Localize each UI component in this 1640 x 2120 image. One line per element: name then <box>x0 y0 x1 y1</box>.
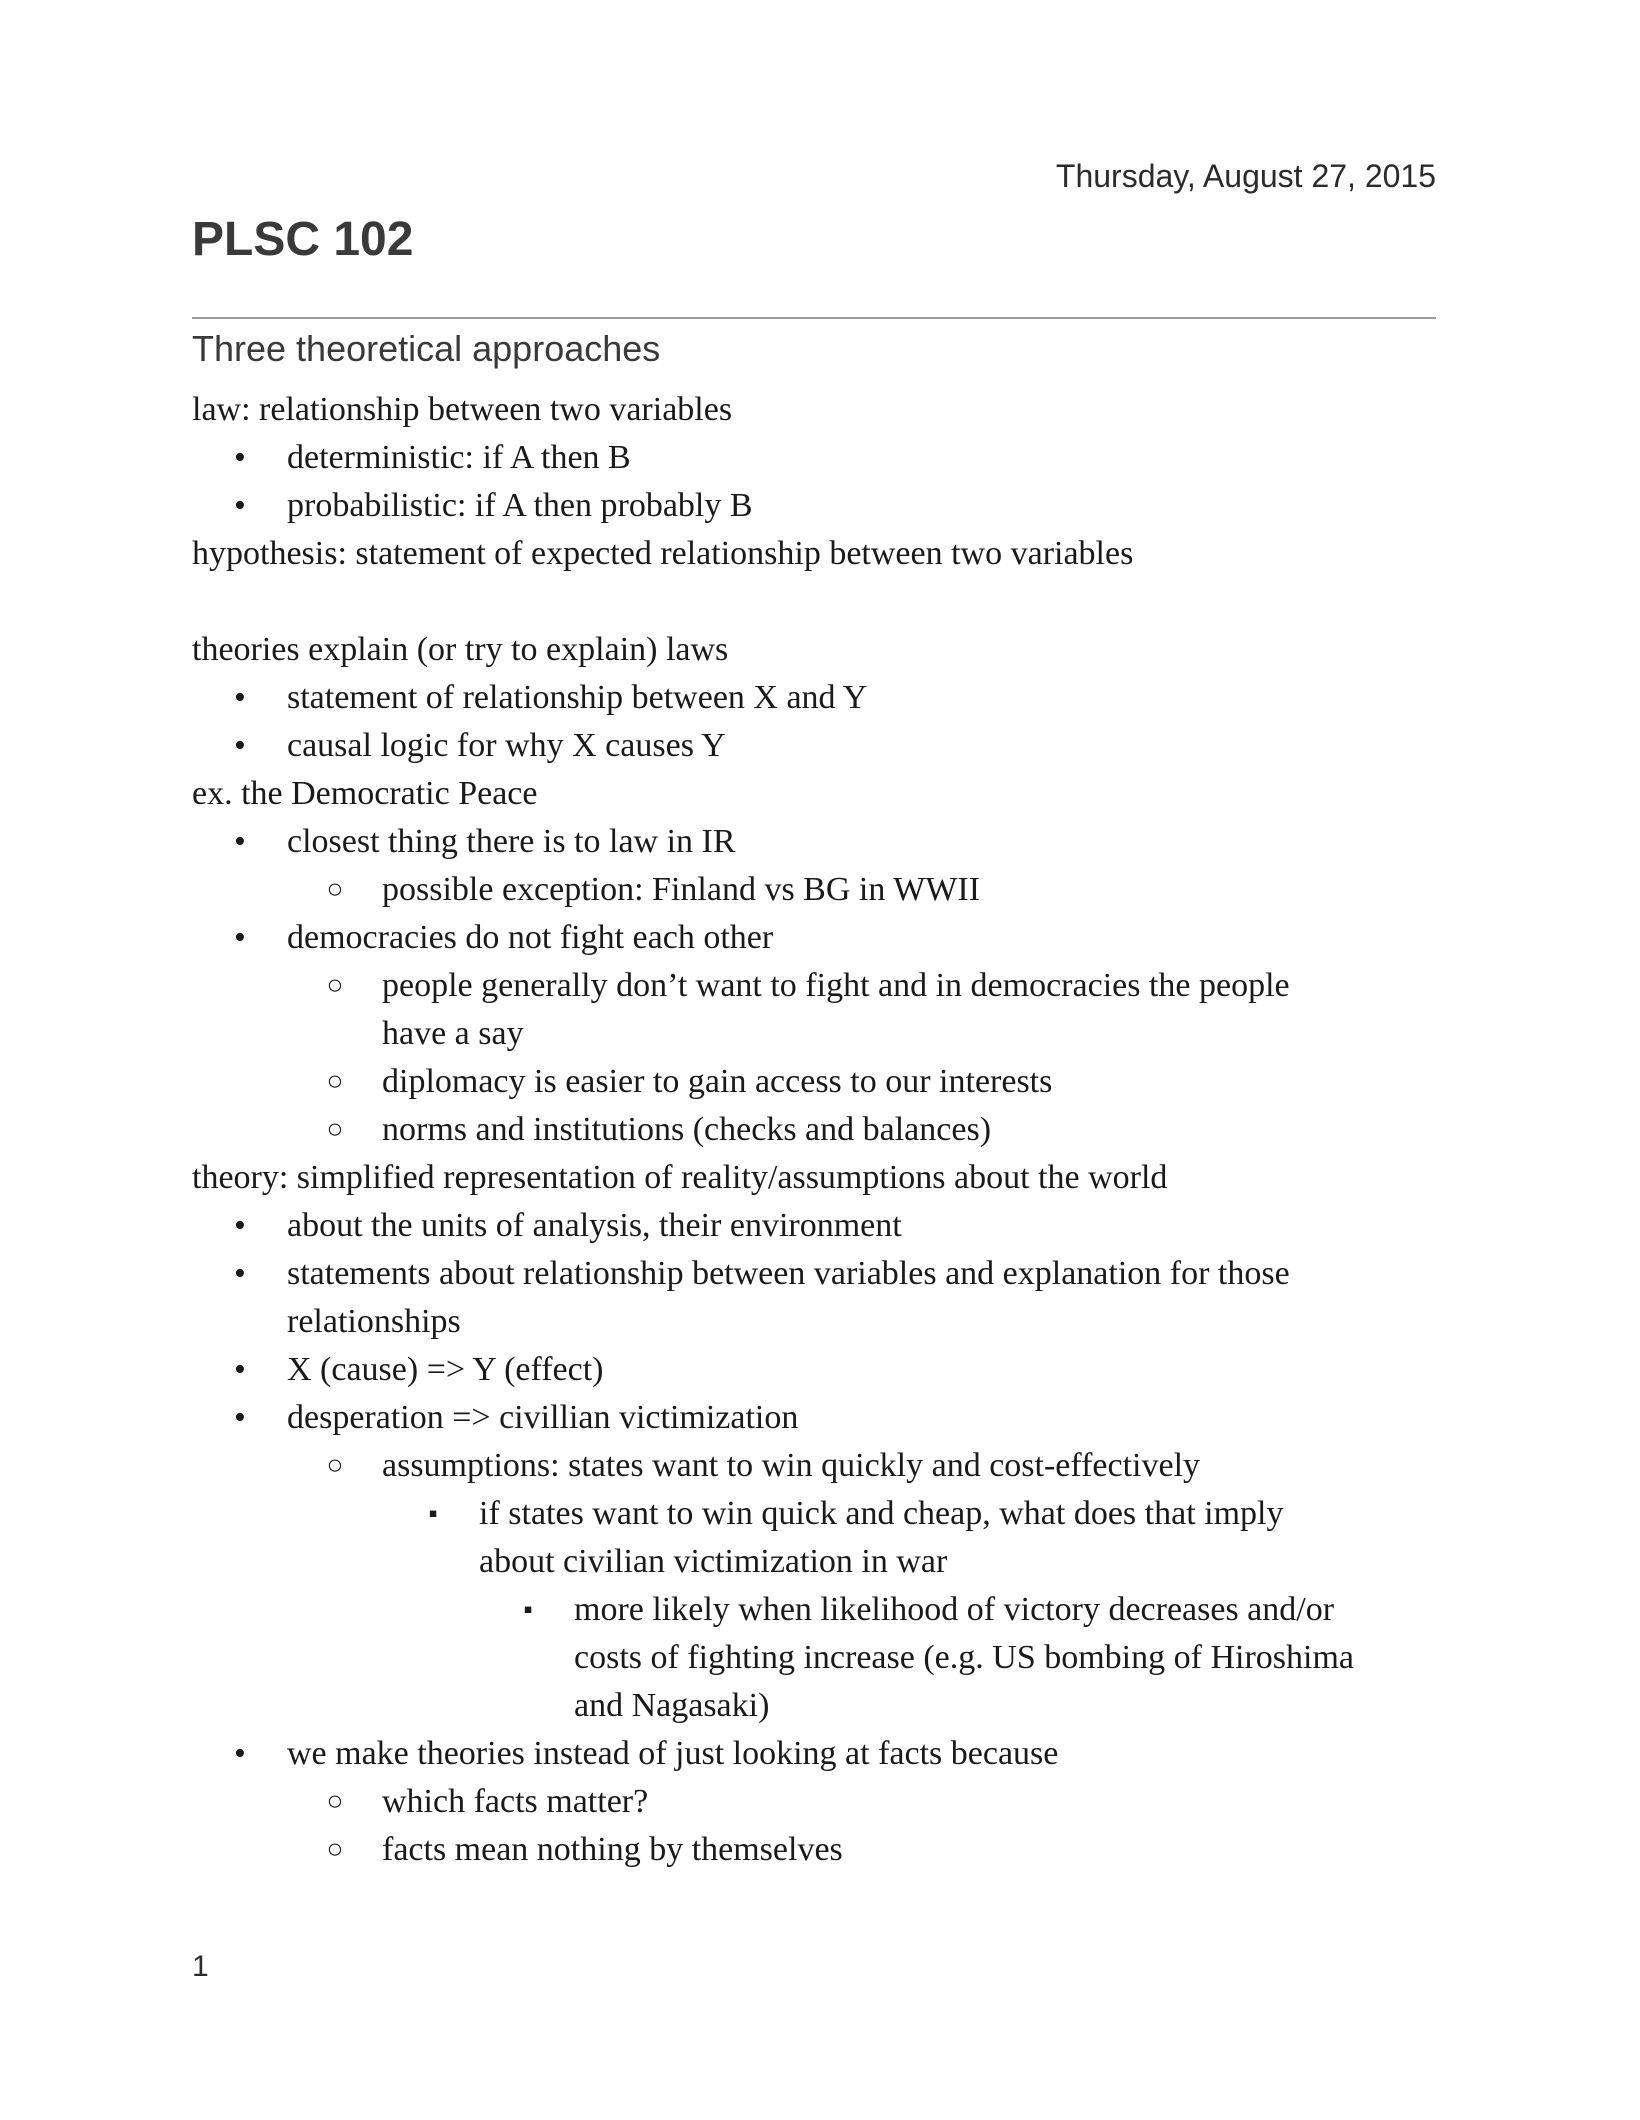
note-line: hypothesis: statement of expected relationship between two variables <box>192 535 1134 572</box>
disc-bullet-icon: • <box>234 1399 246 1436</box>
note-line: ○ facts mean nothing by themselves <box>192 1826 1442 1874</box>
note-line: • statements about relationship between variables and explanation for those <box>192 1250 1442 1298</box>
blank-line <box>192 578 1442 626</box>
disc-bullet-icon: • <box>234 487 246 524</box>
note-line: costs of fighting increase (e.g. US bombing of Hiroshima <box>574 1639 1354 1676</box>
disc-bullet-icon: • <box>234 823 246 860</box>
note-line: and Nagasaki) <box>574 1687 770 1724</box>
note-line: ○ possible exception: Finland vs BG in WWII <box>192 866 1442 914</box>
circle-bullet-icon: ○ <box>326 1834 344 1865</box>
note-line: • probabilistic: if A then probably B <box>192 482 1442 530</box>
note-line: • X (cause) => Y (effect) <box>192 1346 1442 1394</box>
note-line: relationships <box>287 1303 461 1340</box>
note-line: • desperation => civillian victimization <box>192 1394 1442 1442</box>
circle-bullet-icon: ○ <box>326 1114 344 1145</box>
circle-bullet-icon: ○ <box>326 874 344 905</box>
disc-bullet-icon: • <box>234 1207 246 1244</box>
note-line: ▪ more likely when likelihood of victory decreases and/or <box>192 1586 1442 1634</box>
disc-bullet-icon: • <box>234 439 246 476</box>
disc-bullet-icon: • <box>234 919 246 956</box>
note-line: ○ diplomacy is easier to gain access to our interests <box>192 1058 1442 1106</box>
note-line: ▪ if states want to win quick and cheap, what does that imply <box>192 1490 1442 1538</box>
section-title: Three theoretical approaches <box>192 328 661 369</box>
note-line: ○ assumptions: states want to win quickly and cost-effectively <box>192 1442 1442 1490</box>
disc-bullet-icon: • <box>234 1255 246 1292</box>
disc-bullet-icon: • <box>234 727 246 764</box>
circle-bullet-icon: ○ <box>326 1066 344 1097</box>
square-bullet-icon: ▪ <box>523 1595 533 1624</box>
circle-bullet-icon: ○ <box>326 1786 344 1817</box>
note-line: law: relationship between two variables <box>192 391 733 428</box>
date: Thursday, August 27, 2015 <box>1055 158 1436 194</box>
note-line: about civilian victimization in war <box>479 1543 948 1580</box>
disc-bullet-icon: • <box>234 1351 246 1388</box>
note-line: • statement of relationship between X and Y <box>192 674 1442 722</box>
note-line: ○ which facts matter? <box>192 1778 1442 1826</box>
page-number: 1 <box>192 1950 209 1983</box>
note-line: • deterministic: if A then B <box>192 434 1442 482</box>
note-line: • democracies do not fight each other <box>192 914 1442 962</box>
page-title: PLSC 102 <box>192 213 414 266</box>
note-line: • closest thing there is to law in IR <box>192 818 1442 866</box>
note-line: • about the units of analysis, their environment <box>192 1202 1442 1250</box>
circle-bullet-icon: ○ <box>326 1450 344 1481</box>
note-line: ○ people generally don’t want to fight and in democracies the people <box>192 962 1442 1010</box>
note-line: have a say <box>382 1015 524 1052</box>
disc-bullet-icon: • <box>234 1735 246 1772</box>
square-bullet-icon: ▪ <box>428 1499 438 1528</box>
note-line: • causal logic for why X causes Y <box>192 722 1442 770</box>
note-line: ex. the Democratic Peace <box>192 775 538 812</box>
circle-bullet-icon: ○ <box>326 970 344 1001</box>
note-line: theories explain (or try to explain) laws <box>192 631 729 668</box>
title-divider <box>192 317 1436 319</box>
disc-bullet-icon: • <box>234 679 246 716</box>
note-line: • we make theories instead of just looking at facts because <box>192 1730 1442 1778</box>
note-line: theory: simplified representation of reality/assumptions about the world <box>192 1159 1168 1196</box>
note-line: ○ norms and institutions (checks and balances) <box>192 1106 1442 1154</box>
notes-body <box>192 386 1442 1874</box>
